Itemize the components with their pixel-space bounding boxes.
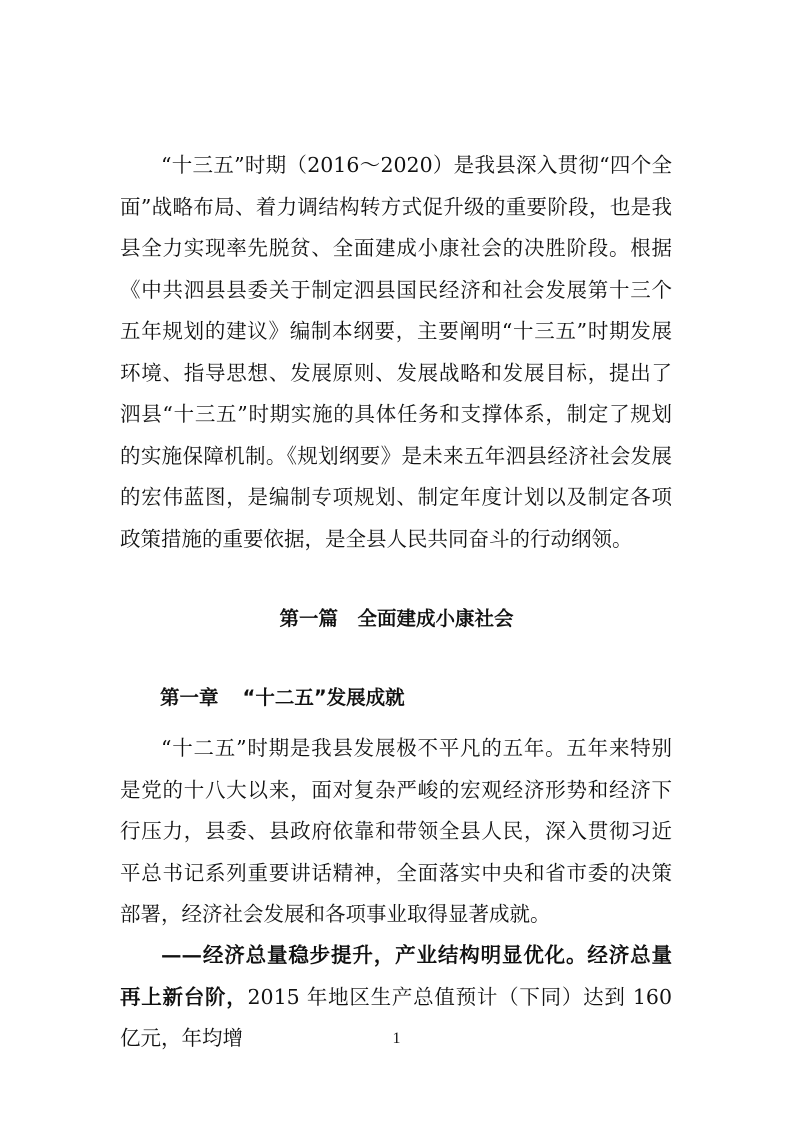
economy-lead-in: ——经济总量稳步提升，产业结构明显优化。经济总量再上新台阶， [120, 943, 672, 1009]
part-title: 第一篇 全面建成小康社会 [279, 607, 514, 630]
economy-detail: 2015 年地区生产总值预计（下同）达到 160 亿元，年均增 [120, 984, 672, 1050]
chapter-title [160, 682, 405, 710]
achievements-paragraph: “十二五”时期是我县发展极不平凡的五年。五年来特别是党的十八大以来，面对复杂严峻的宏观经济形势和经济下行压力，县委、县政府依靠和带领全县人民，深入贯彻习近平总书记系列重要讲话精神，全面落实中央和省市委的决策部署，经济社会发展和各项事业取得显著成就。 [120, 736, 672, 926]
intro-paragraph: “十三五”时期（2016～2020）是我县深入贯彻“四个全面”战略布局、着力调结构转方式促升级的重要阶段，也是我县全力实现率先脱贫、全面建成小康社会的决胜阶段。根据《中共泗县县委关于制定泗县国民经济和社会发展第十三个五年规划的建议》编制本纲要，主要阐明“十三五”时期发展环境、指导思想、发展原则、发展战略和发展目标，提出了泗县“十三五”时期实施的具体任务和支撑体系，制定了规划的实施保障机制。《规划纲要》是未来五年泗县经济社会发展的宏伟蓝图，是编制专项规划、制定年度计划以及制定各项政策措施的重要依据，是全县人民共同奋斗的行动纲领。 [120, 153, 672, 551]
page-number: 1 [392, 1030, 401, 1047]
chapter-number: 第一章 [160, 686, 219, 709]
chapter-name: “十二五”发展成就 [242, 686, 405, 709]
